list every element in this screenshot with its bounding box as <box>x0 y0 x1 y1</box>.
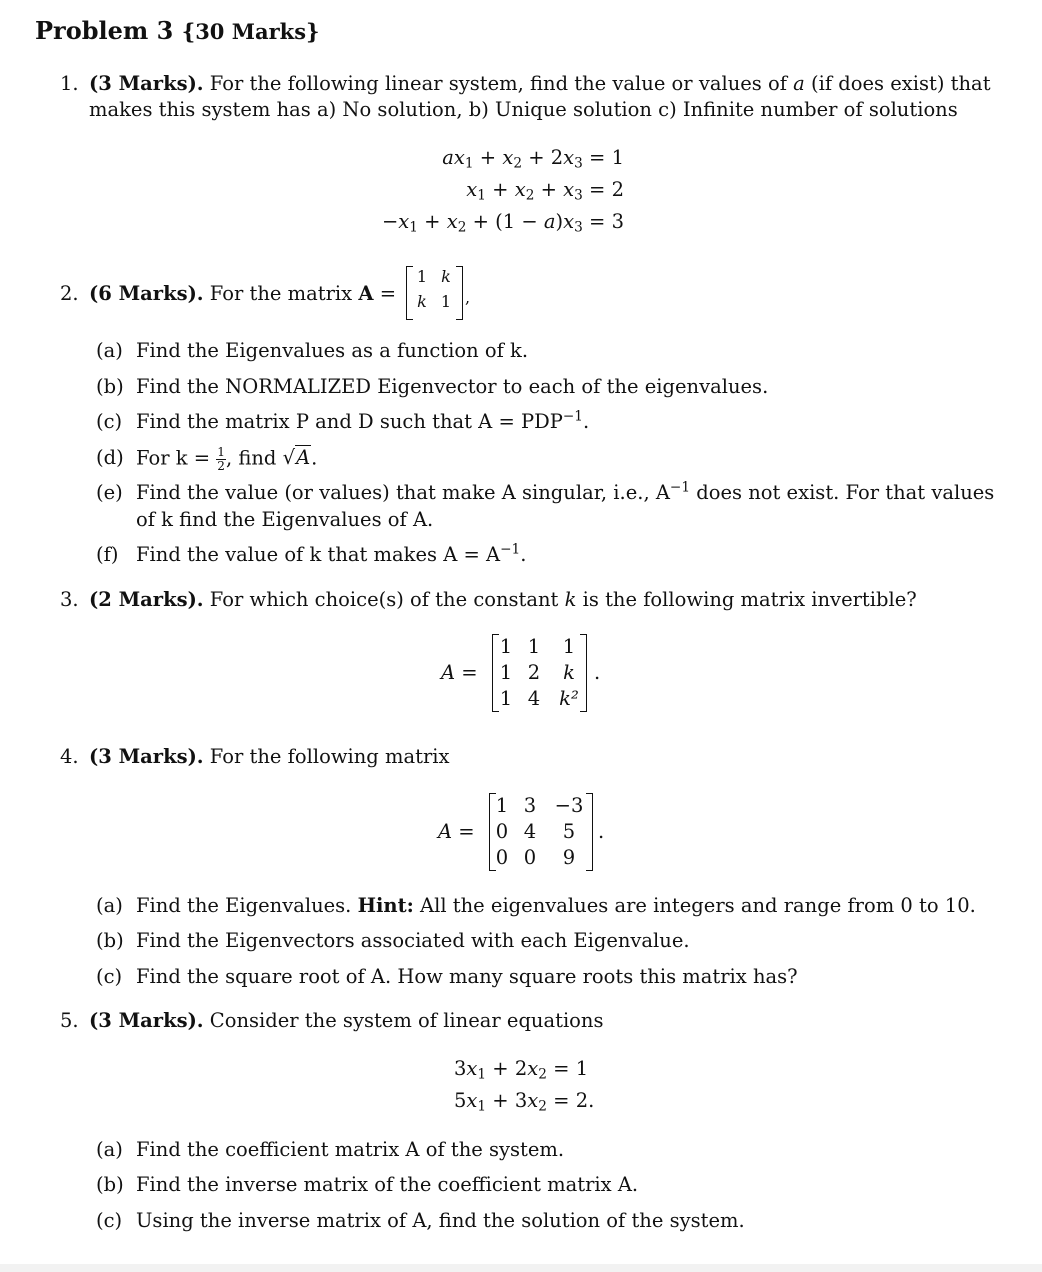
q4-period: . <box>598 820 605 843</box>
q4-m11: 4 <box>523 820 537 843</box>
q5-part-b-text <box>136 1173 638 1196</box>
q5-c-text: Using the inverse matrix of A, find the solution of the system. <box>136 1209 745 1232</box>
q3-bracket-right <box>580 634 587 712</box>
q4-part-a <box>96 894 123 917</box>
q4-b-label: (b) <box>96 929 124 952</box>
q3-m22: k² <box>559 687 579 710</box>
q1-eq2: $x_1 + x_2 + x_3 = 2$ <box>466 178 624 204</box>
q2-a-label: (a) <box>96 339 123 362</box>
q1-marks: (3 Marks). <box>89 72 204 95</box>
q3-num: 3. <box>60 588 79 611</box>
q2-part-e-text: Find the value (or values) that make A singular, i.e., $A^{-1}$ does not exist. For that values <box>136 479 995 504</box>
q4-part-b-text <box>136 929 690 952</box>
q1-eq3-rhs: = 3 <box>589 210 624 233</box>
q4-a-label: (a) <box>96 894 123 917</box>
q5-b-label: (b) <box>96 1173 124 1196</box>
q1-eq3: $-x_1 + x_2 + (1 - a)x_3 = 3$ <box>381 210 624 236</box>
q3-matrix-name: A = <box>441 661 478 684</box>
q1-eq1: $ax_1 + x_2 + 2x_3 = 1$ <box>442 146 624 172</box>
q2-part-b <box>96 375 124 398</box>
q1-line2 <box>89 98 958 121</box>
q1-number <box>60 72 79 95</box>
q4-a-hint: Hint: <box>357 894 414 917</box>
q2-line: (6 Marks). For the matrix A = <box>89 282 397 305</box>
q1-line1-end: (if does exist) that <box>811 72 991 95</box>
q4-line <box>89 745 450 768</box>
q1-eq2-rhs: = 2 <box>589 178 624 201</box>
q4-m12: 5 <box>562 820 576 843</box>
q2-marks: (6 Marks). <box>89 282 204 305</box>
q3-m02: 1 <box>562 635 576 658</box>
q4-c-text: Find the square root of A. How many square roots this matrix has? <box>136 965 798 988</box>
q2-text: For the matrix <box>209 282 353 305</box>
q5-eq1: $3x_1 + 2x_2 = 1$ <box>454 1057 589 1083</box>
q2-e-text2: does not exist. For that values <box>696 481 995 504</box>
q3-line <box>89 588 917 611</box>
q3-period: . <box>594 661 601 684</box>
q4-part-c <box>96 965 122 988</box>
q4-part-c-text <box>136 965 798 988</box>
q5-eq1-rhs: = 1 <box>553 1057 589 1080</box>
q2-part-a <box>96 339 123 362</box>
q3-var-k: k <box>564 588 577 611</box>
q2-m10: k <box>417 292 427 311</box>
q2-sqrt-arg: A <box>296 446 311 470</box>
q2-f-label: (f) <box>96 543 119 566</box>
q4-part-a-text <box>136 894 976 917</box>
q2-d-frac-den: 2 <box>217 458 225 473</box>
q4-m02: −3 <box>554 794 584 817</box>
q3-m10: 1 <box>499 661 513 684</box>
q5-line <box>89 1009 604 1032</box>
q3-m12: k <box>563 661 575 684</box>
q5-a-text: Find the coefficient matrix A of the system. <box>136 1138 565 1161</box>
problem-label: Problem 3 <box>35 16 174 45</box>
q5-part-a-text <box>136 1138 564 1161</box>
q2-num: 2. <box>60 282 79 305</box>
q2-f-text: Find the value of k that makes A = A <box>136 543 501 566</box>
q4-number <box>60 745 79 768</box>
q2-part-f-text: Find the value of k that makes $A = A^{-1}$. <box>136 541 527 566</box>
page-title <box>35 16 320 45</box>
q2-d-fraction <box>216 446 226 472</box>
q2-comma: , <box>465 288 471 307</box>
sqrt-symbol: √A <box>282 446 311 470</box>
q5-num: 5. <box>60 1009 79 1032</box>
q2-part-c <box>96 410 122 433</box>
q2-number <box>60 282 79 305</box>
q2-d-frac-num: 1 <box>217 445 225 459</box>
q2-d-rest: , find <box>225 446 277 470</box>
q4-num: 4. <box>60 745 79 768</box>
q2-part-e-cont <box>136 508 433 531</box>
q2-matrix-name: A <box>358 282 374 305</box>
q5-part-a <box>96 1138 123 1161</box>
q2-part-c-text: Find the matrix P and D such that $A = PDP^{-1}$. <box>136 408 590 433</box>
q5-eq2-rhs: = 2. <box>553 1089 595 1112</box>
q5-c-label: (c) <box>96 1209 123 1232</box>
q2-part-f <box>96 543 118 566</box>
q2-e-text: Find the value (or values) that make A singular, i.e., A <box>136 481 670 504</box>
q5-part-c-text <box>136 1209 745 1232</box>
q3-m01: 1 <box>527 635 541 658</box>
q2-part-b-text <box>136 375 768 398</box>
q4-part-b <box>96 929 124 952</box>
q3-m20: 1 <box>499 687 513 710</box>
q3-m11: 2 <box>527 661 541 684</box>
q3-m21: 4 <box>527 687 541 710</box>
q4-m00: 1 <box>495 794 509 817</box>
q4-text: For the following matrix <box>209 745 450 768</box>
q4-marks: (3 Marks). <box>89 745 204 768</box>
q2-b-label: (b) <box>96 375 124 398</box>
q3-marks: (2 Marks). <box>89 588 204 611</box>
q4-m20: 0 <box>495 846 509 869</box>
q1-num: 1. <box>60 72 79 95</box>
q1-line2-text: makes this system has a) No solution, b) Unique solution c) Infinite number of solutions <box>89 98 958 121</box>
q2-d-text: For k = <box>136 446 211 470</box>
page-bottom-edge <box>0 1264 1042 1272</box>
q2-c-label: (c) <box>96 410 123 433</box>
q5-part-c <box>96 1209 122 1232</box>
q4-bracket-right <box>586 793 593 871</box>
q2-part-e <box>96 481 123 504</box>
q4-m21: 0 <box>523 846 537 869</box>
q4-c-label: (c) <box>96 965 123 988</box>
q2-m11: 1 <box>440 292 452 311</box>
q2-e-cont: of k find the Eigenvalues of A. <box>136 508 434 531</box>
q2-a-text: Find the Eigenvalues as a function of k. <box>136 339 529 362</box>
q4-m22: 9 <box>562 846 576 869</box>
q2-c-text: Find the matrix P and D such that A = PDP <box>136 410 563 433</box>
q1-var-a: a <box>793 72 805 95</box>
q5-part-b <box>96 1173 124 1196</box>
q3-text2: is the following matrix invertible? <box>582 588 917 611</box>
q4-a-text: Find the Eigenvalues. <box>136 894 352 917</box>
q2-part-d-text: For k = $\frac{1}{2}$ , find √A. <box>136 445 318 473</box>
q4-m01: 3 <box>523 794 537 817</box>
q1-line1 <box>89 72 991 95</box>
q5-text: Consider the system of linear equations <box>209 1009 604 1032</box>
q2-d-label: (d) <box>96 446 124 469</box>
q2-m00: 1 <box>416 267 428 286</box>
q2-part-d <box>96 446 124 469</box>
q1-eq1-rhs: = 1 <box>589 146 624 169</box>
q2-m01: k <box>441 267 451 286</box>
q5-eq2: $5x_1 + 3x_2 = 2$. <box>454 1089 595 1115</box>
q4-b-text: Find the Eigenvectors associated with each Eigenvalue. <box>136 929 690 952</box>
q1-line1-text: For the following linear system, find the value or values of <box>209 72 787 95</box>
q5-number <box>60 1009 79 1032</box>
q3-number <box>60 588 79 611</box>
q5-marks: (3 Marks). <box>89 1009 204 1032</box>
q2-b-text: Find the NORMALIZED Eigenvector to each of the eigenvalues. <box>136 375 769 398</box>
q4-a-hint-text: All the eigenvalues are integers and range from 0 to 10. <box>420 894 976 917</box>
q5-a-label: (a) <box>96 1138 123 1161</box>
q2-bracket-right <box>456 266 463 320</box>
q2-part-a-text <box>136 339 528 362</box>
q3-text: For which choice(s) of the constant <box>209 588 559 611</box>
q4-matrix-name: A = <box>438 820 475 843</box>
q5-b-text: Find the inverse matrix of the coefficient matrix A. <box>136 1173 639 1196</box>
q2-e-label: (e) <box>96 481 123 504</box>
problem-marks: {30 Marks} <box>181 19 320 44</box>
q4-m10: 0 <box>495 820 509 843</box>
q3-m00: 1 <box>499 635 513 658</box>
